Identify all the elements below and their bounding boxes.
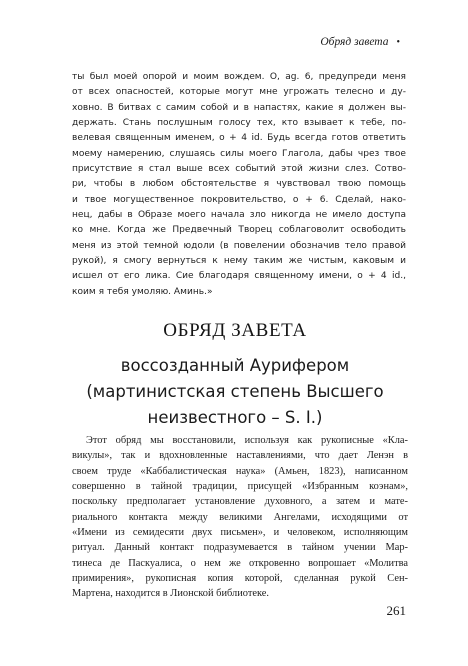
chapter-subtitle [60, 353, 410, 431]
prayer-line: велевая священным именем, о + 4 id. Будь всегда готов ответить [72, 133, 406, 144]
body-line: Мартена, находится в Лионской библиотеке. [72, 588, 269, 600]
prayer-line: присутствие я стал выше всех событий этой жизни слез. Сотво- [72, 164, 406, 175]
prayer-line: ри, чтобы в любом обстоятельстве я чувствовал твою помощь [72, 179, 406, 190]
body-line: «Имени из семидесяти двух письмен», и человеком, исполняющим [72, 527, 408, 539]
chapter-title: ОБРЯД ЗАВЕТА [163, 320, 307, 341]
prayer-line: рукой), я смогу вернуться к нему таким же чистым, каковым и [72, 256, 406, 267]
prayer-line: исшел от его лика. Сие благодаря священному имени, о + 4 id., [72, 271, 406, 282]
chapter-subtitle-line: неизвестного – S. I.) [147, 408, 323, 427]
running-head-title: Обряд завета [320, 36, 389, 48]
prayer-line: коим я тебя умоляю. Аминь.» [72, 286, 213, 297]
prayer-line: и твое могущественное покровительство, о + 6. Сделай, нако- [72, 194, 406, 205]
body-line: примирения», рукописная копия которой, сделанная рукой Сен- [72, 573, 408, 585]
prayer-text [72, 70, 406, 300]
body-line: Этот обряд мы восстановили, используя как рукописные «Кла- [86, 435, 408, 446]
running-head-bullet: • [396, 36, 400, 48]
body-line: ритуал. Данный контакт подразумевается в тайном учении Мар- [72, 542, 408, 554]
running-head [260, 36, 400, 48]
prayer-line: держать. Стань послушным голосу тех, кто взывает к тебе, по- [72, 118, 406, 129]
prayer-line: нец, дабы в Образе моего начала зло никогда не имело доступа [72, 210, 406, 221]
body-line: риального контакта между великими Ангелами, исходящими от [72, 511, 408, 523]
body-line: тинеса де Паскуалиса, о нем же откровенно вопрошает «Молитва [72, 557, 408, 569]
body-line: своем труде «Каббалистическая наука» (Амьен, 1823), написанном [72, 465, 408, 477]
prayer-line: ко мне. Когда же Предвечный Творец соблаговолит освободить [72, 225, 406, 236]
prayer-line: от всех опасностей, которые могут мне угрожать телесно и ду- [72, 87, 406, 98]
prayer-line: моему намерению, слушаясь силы моего Глагола, дабы чрез твое [72, 148, 406, 159]
body-paragraph [72, 433, 408, 602]
page-number: 261 [386, 603, 406, 618]
prayer-line: меня из этой темной юдоли (в повелении обозначив тело правой [72, 240, 406, 251]
body-line: совершенно в тайной традиции, присущей «Избранным коэнам», [72, 481, 408, 493]
prayer-line: ты был моей опорой и моим вождем. О, ag. 6, предупреди меня [72, 72, 406, 82]
body-line: викулы», так и вдохновленные наставлениями, что дает Ленэн в [72, 450, 408, 462]
chapter-subtitle-line: воссозданный Аурифером [120, 356, 350, 375]
chapter-subtitle-line: (мартинистская степень Высшего [86, 382, 384, 401]
prayer-line: ховно. В битвах с самим собой и в напастях, какие я должен вы- [72, 102, 406, 113]
body-line: поскольку предполагает установление духовного, а затем и мате- [72, 496, 408, 508]
